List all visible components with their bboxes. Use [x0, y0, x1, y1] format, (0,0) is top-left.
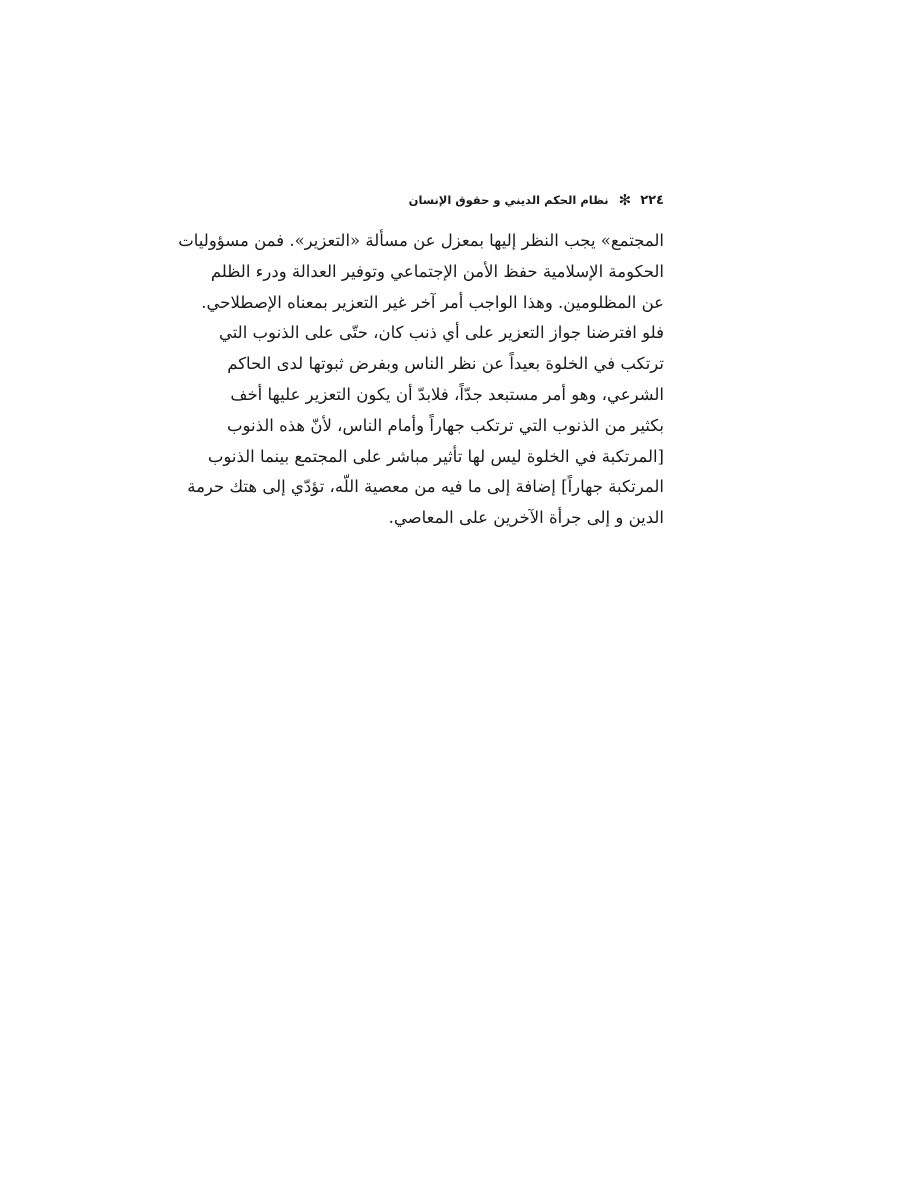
- text-line: الحكومة الإسلامية حفظ الأمن الإجتماعي وتوفير العدالة ودرء الظلم: [210, 261, 664, 281]
- text-line: المجتمع» يجب النظر إليها بمعزل عن مسألة «التعزير». فمن مسؤوليات: [178, 231, 664, 250]
- text-line: [المرتكبة في الخلوة ليس لها تأثير مباشر على المجتمع بينما الذنوب: [207, 446, 664, 466]
- text-line: المرتكبة جهاراً] إضافة إلى ما فيه من معصية اللّه، تؤدّي إلى هتك حرمة: [187, 477, 664, 497]
- running-title: نظام الحكم الديني و حقوق الإنسان: [408, 193, 609, 207]
- page-number: ٢٢٤: [640, 192, 664, 208]
- running-header: [236, 190, 664, 210]
- text-line: ترتكب في الخلوة بعيداً عن نظر الناس وبفرض ثبوتها لدى الحاكم: [227, 354, 664, 374]
- text-line: عن المظلومين. وهذا الواجب أمر آخر غير التعزير بمعناه الإصطلاحي.: [201, 292, 664, 312]
- text-line: الدين و إلى جرأة الآخرين على المعاصي.: [388, 508, 664, 528]
- star-ornament-icon: ✻: [618, 190, 632, 209]
- text-line: الشرعي، وهو أمر مستبعد جدّاً، فلابدّ أن يكون التعزير عليها أخف: [230, 384, 664, 404]
- body-paragraph: [178, 226, 664, 534]
- text-line: فلو افترضنا جواز التعزير على أي ذنب كان، حتّى على الذنوب التي: [218, 323, 664, 343]
- text-line: بكثير من الذنوب التي ترتكب جهاراً وأمام الناس، لأنّ هذه الذنوب: [226, 415, 664, 435]
